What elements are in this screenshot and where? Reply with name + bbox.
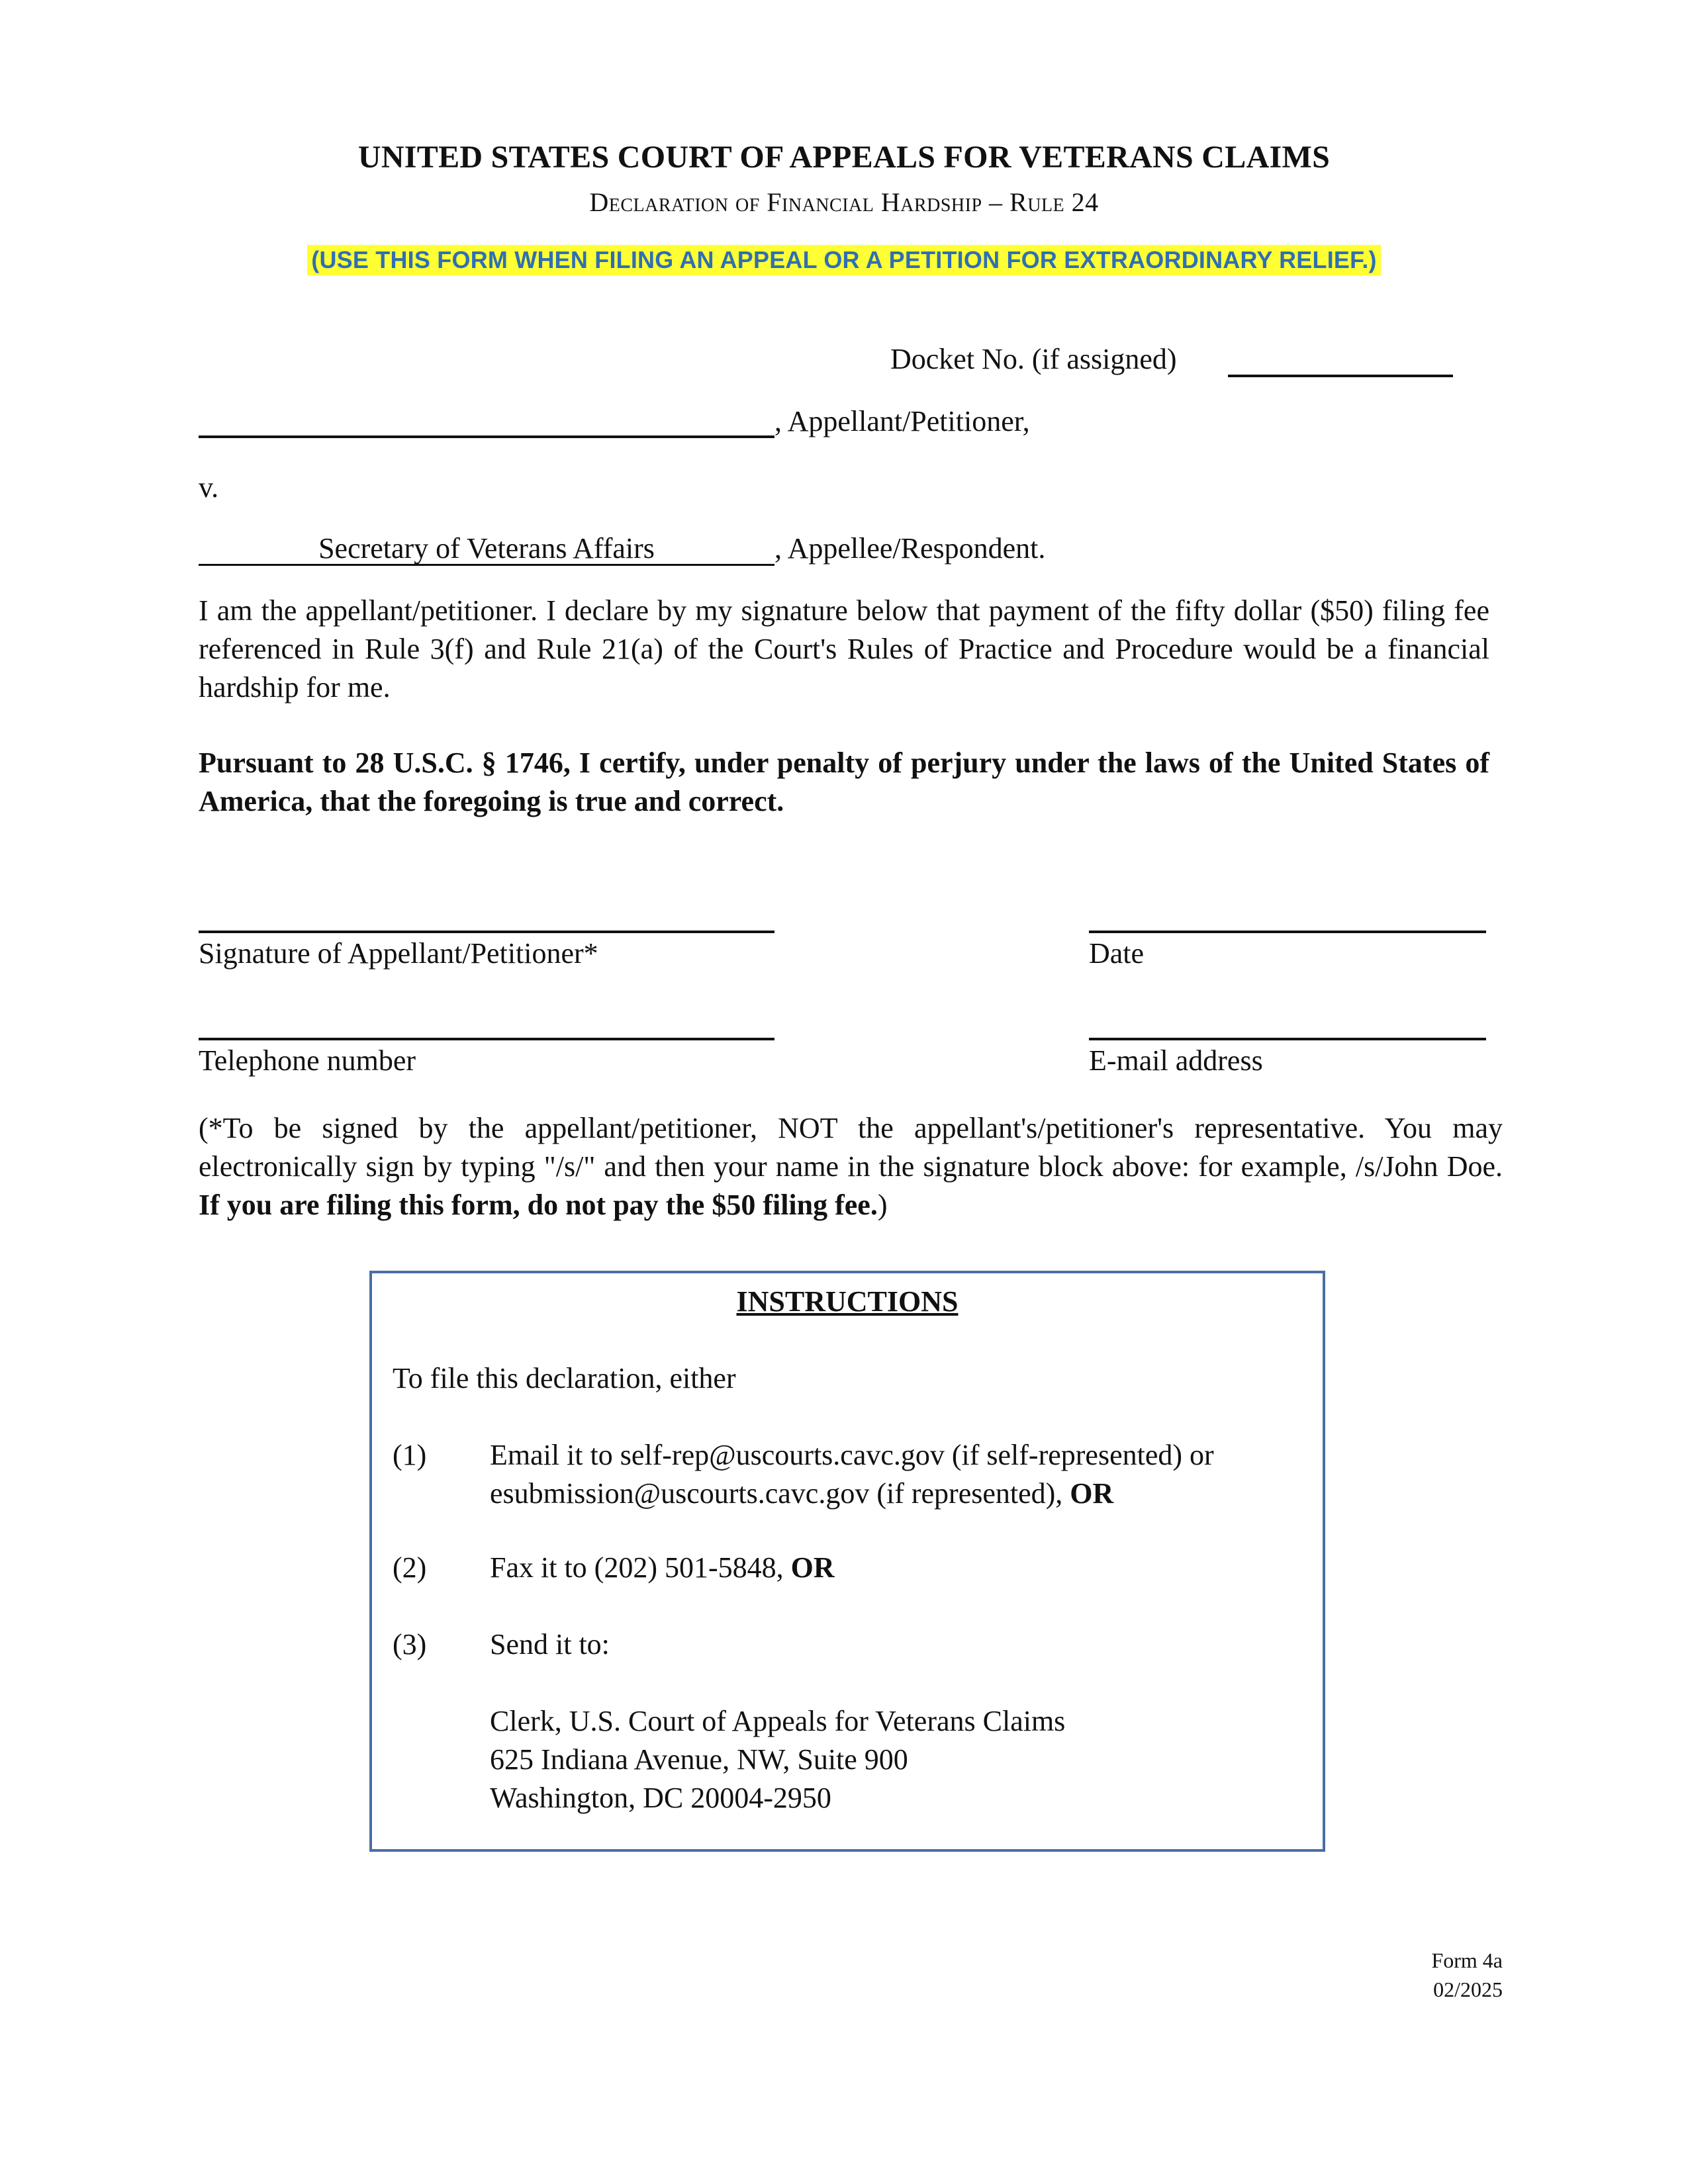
email-field[interactable] (1089, 1038, 1486, 1040)
instruction-email-line2 (490, 1475, 1311, 1513)
perjury-statement: Pursuant to 28 U.S.C. § 1746, I certify, under penalty of perjury under the laws of the United States of America, that the foregoing is true and correct. (199, 747, 1489, 817)
usage-notice-container (0, 245, 1688, 275)
form-number: Form 4a (1431, 1948, 1503, 1972)
docket-label: Docket No. (if assigned) (890, 343, 1177, 375)
form-revision: 02/2025 (1433, 1978, 1503, 2001)
address-line: 625 Indiana Avenue, NW, Suite 900 (490, 1743, 908, 1776)
instruction-email-line2-text: esubmission@uscourts.cavc.gov (if represented), (490, 1477, 1070, 1510)
signature-label: Signature of Appellant/Petitioner* (199, 937, 598, 970)
signature-footnote (199, 1109, 1503, 1224)
instruction-fax (490, 1549, 835, 1587)
form-title: Declaration of Financial Hardship – Rule 24 (589, 187, 1099, 217)
instruction-fax-text: Fax it to (202) 501-5848, (490, 1551, 791, 1584)
footnote-close: ) (877, 1189, 888, 1221)
appellee-name: Secretary of Veterans Affairs (318, 532, 655, 565)
instruction-email-line1: Email it to self-rep@uscourts.cavc.gov (if self-represented) or (490, 1439, 1214, 1471)
usage-notice: (USE THIS FORM WHEN FILING AN APPEAL OR A PETITION FOR EXTRAORDINARY RELIEF.) (307, 245, 1380, 275)
signature-field[interactable] (199, 931, 774, 933)
versus-label: v. (199, 471, 219, 504)
date-field[interactable] (1089, 931, 1486, 933)
instruction-or: OR (1070, 1477, 1114, 1510)
instruction-mail: Send it to: (490, 1628, 610, 1661)
telephone-field[interactable] (199, 1038, 774, 1040)
address-line: Washington, DC 20004-2950 (490, 1782, 831, 1814)
docket-number-field[interactable] (1228, 375, 1453, 377)
date-label: Date (1089, 937, 1145, 970)
address-line: Clerk, U.S. Court of Appeals for Veterans Claims (490, 1705, 1066, 1737)
instructions-heading: INSTRUCTIONS (736, 1285, 959, 1318)
footnote-text: (*To be signed by the appellant/petitioner, NOT the appellant's/petitioner's representative. You may electronically sign by typing "/s/" and then your name in the signature block above: for example, /s/John Doe. (199, 1112, 1503, 1183)
instruction-number: (1) (393, 1439, 427, 1471)
appellant-label: , Appellant/Petitioner, (774, 405, 1030, 437)
form-info (1324, 1946, 1503, 2004)
telephone-label: Telephone number (199, 1044, 416, 1077)
instruction-number: (3) (393, 1628, 427, 1661)
instruction-number: (2) (393, 1551, 427, 1584)
instructions-intro: To file this declaration, either (393, 1362, 736, 1394)
footnote-fee-warning: If you are filing this form, do not pay the $50 filing fee. (199, 1189, 878, 1221)
appellant-name-field[interactable] (199, 435, 774, 438)
declaration-paragraph: I am the appellant/petitioner. I declare by my signature below that payment of the fifty dollar ($50) filing fee referenced in Rule 3(f) and Rule 21(a) of the Court's Rules of Practice and Procedure would be a financial hardship for me. (199, 594, 1489, 704)
instruction-or: OR (790, 1551, 835, 1584)
court-title: UNITED STATES COURT OF APPEALS FOR VETERANS CLAIMS (357, 140, 1331, 175)
instruction-email (490, 1436, 1311, 1513)
appellee-label: , Appellee/Respondent. (774, 532, 1046, 565)
mailing-address (490, 1702, 1065, 1817)
email-label: E-mail address (1089, 1044, 1263, 1077)
